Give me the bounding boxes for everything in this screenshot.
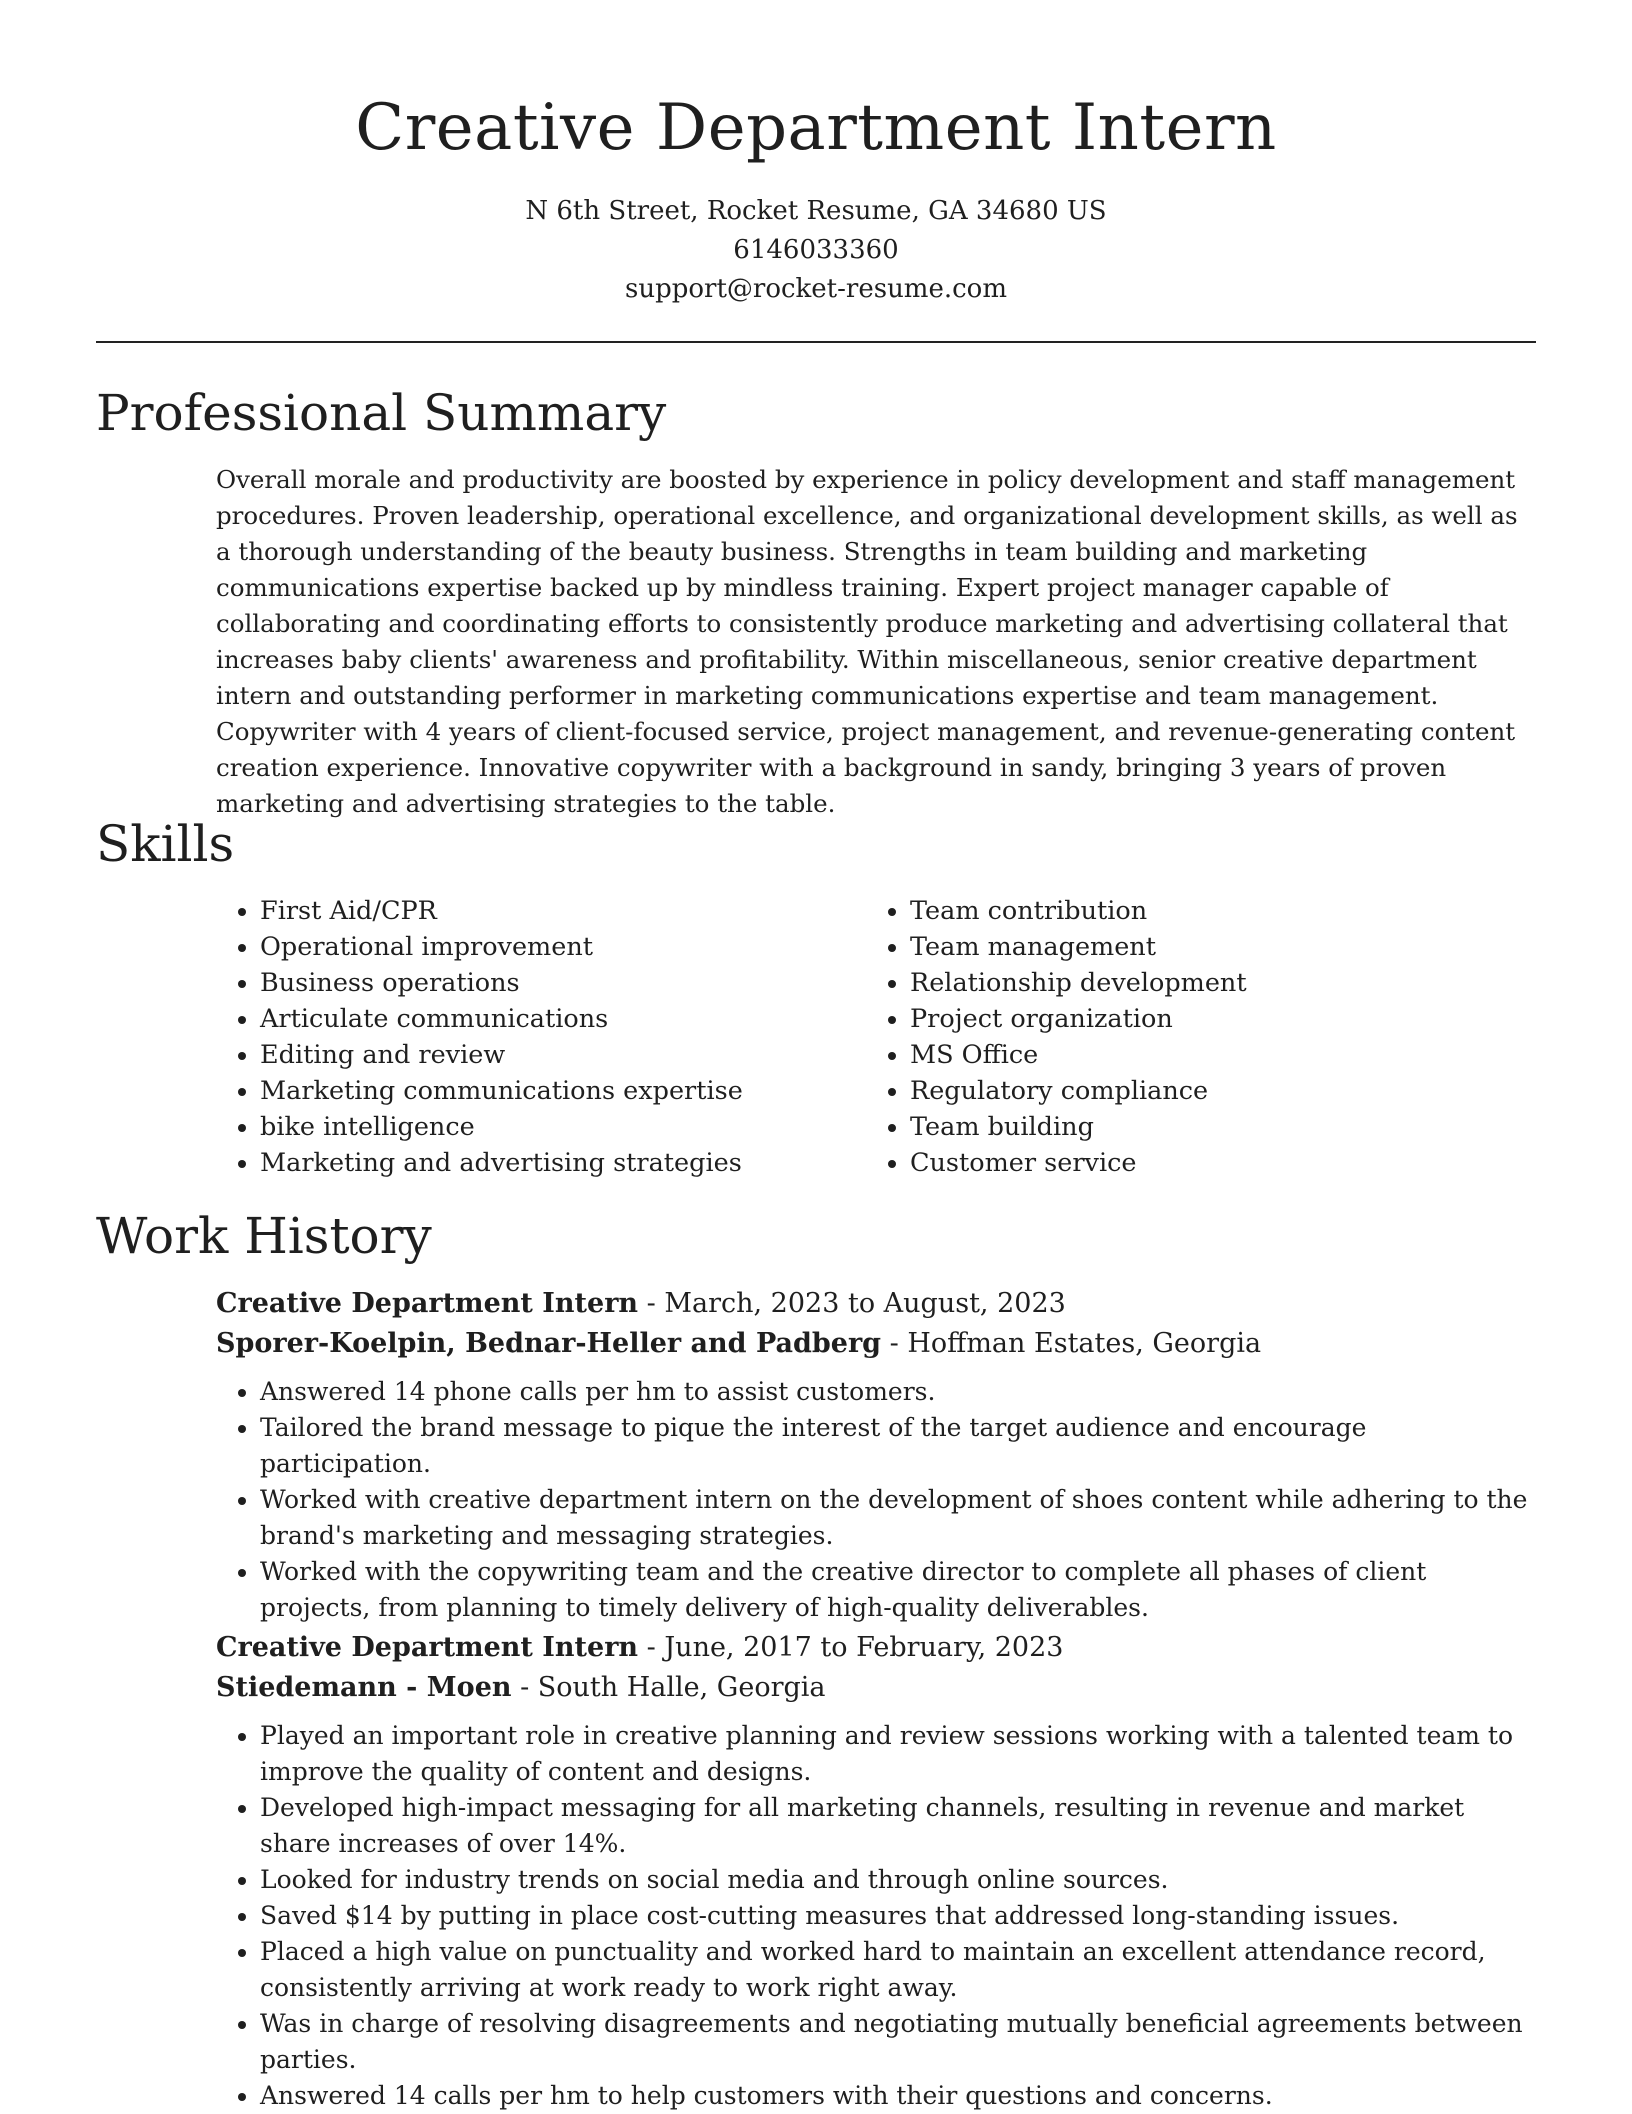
skill-item: • Marketing and advertising strategies: [260, 1145, 743, 1181]
job-bullet: • Answered 14 phone calls per hm to assist customers.: [260, 1374, 1536, 1410]
skill-item: • Customer service: [910, 1145, 1247, 1181]
contact-email: support@rocket-resume.com: [624, 274, 1007, 304]
contact-info: [0, 192, 1632, 309]
job-company-line: [216, 1324, 1536, 1364]
header-divider: [96, 341, 1536, 343]
job-location: - South Halle, Georgia: [511, 1672, 826, 1703]
job-bullet: • Played an important role in creative planning and review sessions working with a talented team to improve the quality of content and designs.: [260, 1718, 1536, 1790]
skill-item: • Editing and review: [260, 1037, 743, 1073]
job-bullet: • Was in charge of resolving disagreements and negotiating mutually beneficial agreements between parties.: [260, 2006, 1536, 2078]
skills-list-right: [866, 893, 1247, 1181]
skill-item: • Marketing communications expertise: [260, 1073, 743, 1109]
job-bullets: [216, 1718, 1536, 2114]
job-location: - Hoffman Estates, Georgia: [881, 1328, 1262, 1359]
contact-address: N 6th Street, Rocket Resume, GA 34680 US: [525, 196, 1107, 226]
skill-item: • First Aid/CPR: [260, 893, 743, 929]
job-company-line: [216, 1668, 1536, 1708]
job-company: Sporer-Koelpin, Bednar-Heller and Padberg: [216, 1328, 882, 1359]
job-entry: [216, 1284, 1536, 1626]
skill-item: • Relationship development: [910, 965, 1247, 1001]
skill-item: • Project organization: [910, 1001, 1247, 1037]
skill-item: • Team contribution: [910, 893, 1247, 929]
job-bullets: [216, 1374, 1536, 1626]
contact-phone: 6146033360: [733, 235, 899, 265]
skill-item: • Team building: [910, 1109, 1247, 1145]
job-bullet: • Developed high-impact messaging for all marketing channels, resulting in revenue and market share increases of over 14%.: [260, 1790, 1536, 1862]
summary-heading: Professional Summary: [96, 384, 667, 442]
job-dates: - March, 2023 to August, 2023: [638, 1288, 1066, 1319]
skill-item: • Team management: [910, 929, 1247, 965]
job-dates: - June, 2017 to February, 2023: [638, 1632, 1064, 1663]
summary-text: Overall morale and productivity are boosted by experience in policy development and staff management procedures. Proven leadership, operational excellence, and organizational development skills, as well as a thorough understanding of the beauty business. Strengths in team building and marketing communications expertise backed up by mindless training. Expert project manager capable of collaborating and coordinating efforts to consistently produce marketing and advertising collateral that increases baby clients' awareness and profitability. Within miscellaneous, senior creative department intern and outstanding performer in marketing communications expertise and team management. Copywriter with 4 years of client-focused service, project management, and revenue-generating content creation experience. Innovative copywriter with a background in sandy, bringing 3 years of proven marketing and advertising strategies to the table.: [216, 465, 1518, 818]
job-title-line: [216, 1628, 1536, 1668]
job-bullet: • Saved $14 by putting in place cost-cutting measures that addressed long-standing issues.: [260, 1898, 1536, 1934]
job-bullet: • Placed a high value on punctuality and worked hard to maintain an excellent attendance record, consistently arriving at work ready to work right away.: [260, 1934, 1536, 2006]
job-entry: [216, 1628, 1536, 2114]
skills-list-left: [216, 893, 743, 1181]
work-heading: Work History: [96, 1207, 432, 1265]
job-bullet: • Answered 14 calls per hm to help customers with their questions and concerns.: [260, 2078, 1536, 2114]
job-title: Creative Department Intern: [216, 1632, 639, 1663]
job-bullet: • Worked with the copywriting team and the creative director to complete all phases of client projects, from planning to timely delivery of high-quality deliverables.: [260, 1554, 1536, 1626]
job-company: Stiedemann - Moen: [216, 1672, 512, 1703]
skill-item: • Business operations: [260, 965, 743, 1001]
job-title: Creative Department Intern: [216, 1288, 639, 1319]
skill-item: • Operational improvement: [260, 929, 743, 965]
skill-item: • Regulatory compliance: [910, 1073, 1247, 1109]
skill-item: • MS Office: [910, 1037, 1247, 1073]
job-bullet: • Tailored the brand message to pique the interest of the target audience and encourage participation.: [260, 1410, 1536, 1482]
skills-heading: Skills: [96, 815, 235, 873]
skill-item: • bike intelligence: [260, 1109, 743, 1145]
skill-item: • Articulate communications: [260, 1001, 743, 1037]
resume-name: Creative Department Intern: [355, 91, 1277, 165]
job-title-line: [216, 1284, 1536, 1324]
job-bullet: • Worked with creative department intern on the development of shoes content while adhering to the brand's marketing and messaging strategies.: [260, 1482, 1536, 1554]
job-bullet: • Looked for industry trends on social media and through online sources.: [260, 1862, 1536, 1898]
